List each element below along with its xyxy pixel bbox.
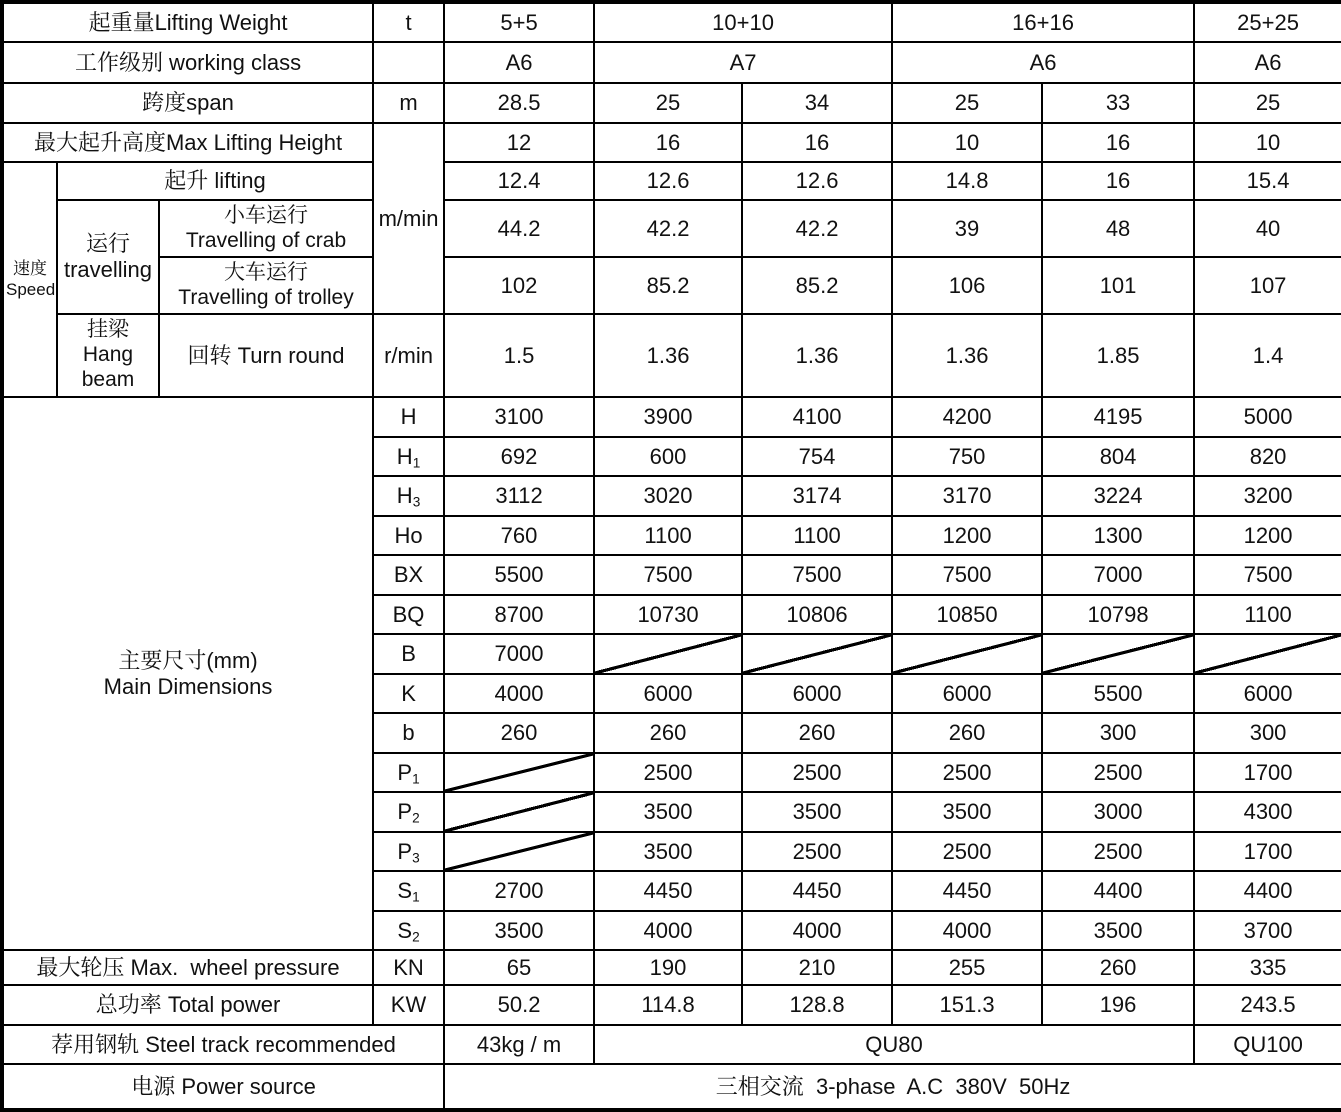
- dim-BX-value-2: 7500: [742, 555, 892, 595]
- dim-H3-value-2: 3174: [742, 476, 892, 516]
- dim-P1-diagonal-0: [444, 753, 594, 792]
- total-power-value-5: 243.5: [1194, 985, 1341, 1025]
- dim-S2-unit-subscript: 2: [412, 928, 420, 944]
- working-class-value-1: A7: [594, 42, 892, 83]
- dim-K-value-4: 5500: [1042, 674, 1194, 713]
- crab-travelling-value-1: 42.2: [594, 200, 742, 257]
- span-value-3: 25: [892, 83, 1042, 123]
- dim-P3-value-4: 2500: [1042, 832, 1194, 871]
- lifting-weight-label: 起重量Lifting Weight: [2, 2, 373, 42]
- dim-Ho-value-4: 1300: [1042, 516, 1194, 555]
- wheel-pressure-value-5: 335: [1194, 950, 1341, 985]
- span-value-2: 34: [742, 83, 892, 123]
- trolley-travelling-value-3: 106: [892, 257, 1042, 314]
- row-working-class: [2, 42, 1341, 83]
- dim-K-value-3: 6000: [892, 674, 1042, 713]
- total-power-unit: KW: [373, 985, 444, 1025]
- dim-P3-value-5: 1700: [1194, 832, 1341, 871]
- wheel-pressure-label: 最大轮压 Max. wheel pressure: [2, 950, 373, 985]
- dim-P2-value-4: 3000: [1042, 792, 1194, 832]
- dim-BX-value-0: 5500: [444, 555, 594, 595]
- speed-lifting-value-3: 14.8: [892, 162, 1042, 200]
- dim-P2-unit: $P_2$: [373, 792, 444, 832]
- dim-H1-value-0: 692: [444, 437, 594, 476]
- dim-B-diagonal-2: [742, 634, 892, 674]
- crab-travelling-label-line: 小车运行: [224, 203, 309, 227]
- row-speed-lifting: [2, 162, 1341, 200]
- dim-b-value-1: 260: [594, 713, 742, 753]
- dim-B-value-0: 7000: [444, 634, 594, 674]
- dim-S2-value-2: 4000: [742, 911, 892, 950]
- total-power-value-4: 196: [1042, 985, 1194, 1025]
- dim-P1-value-1: 2500: [594, 753, 742, 792]
- max-lifting-height-value-4: 16: [1042, 123, 1194, 162]
- dim-H-value-2: 4100: [742, 397, 892, 437]
- dim-P2-diagonal-0: [444, 792, 594, 832]
- turn-round-label-line: beam: [81, 367, 135, 391]
- turn-round-label: 回转 Turn round: [159, 314, 373, 397]
- working-class-unit: [373, 42, 444, 83]
- row-trolley-travelling: [2, 257, 1341, 314]
- dim-P1-unit: $P_1$: [373, 753, 444, 792]
- total-power-value-3: 151.3: [892, 985, 1042, 1025]
- dim-H-value-1: 3900: [594, 397, 742, 437]
- dim-S2-value-3: 4000: [892, 911, 1042, 950]
- dim-H1-unit-subscript: 1: [412, 454, 421, 470]
- power-source-label: 电源 Power source: [2, 1064, 444, 1110]
- max-lifting-height-value-0: 12: [444, 123, 594, 162]
- dim-H3-value-5: 3200: [1194, 476, 1341, 516]
- dim-H3-unit: $H_3$: [373, 476, 444, 516]
- dim-P2-value-3: 3500: [892, 792, 1042, 832]
- turn-round-label-line: Hang: [82, 343, 134, 367]
- max-lifting-height-value-5: 10: [1194, 123, 1341, 162]
- dim-P2-value-1: 3500: [594, 792, 742, 832]
- dim-H3-value-4: 3224: [1042, 476, 1194, 516]
- dim-S1-value-5: 4400: [1194, 871, 1341, 911]
- dim-B-unit: B: [373, 634, 444, 674]
- wheel-pressure-value-3: 255: [892, 950, 1042, 985]
- dim-P1-value-4: 2500: [1042, 753, 1194, 792]
- speed-lifting-value-4: 16: [1042, 162, 1194, 200]
- trolley-travelling-label-line: 大车运行: [224, 260, 309, 284]
- dim-B-diagonal-1: [594, 634, 742, 674]
- dim-BX-value-4: 7000: [1042, 555, 1194, 595]
- dim-P2-value-5: 4300: [1194, 792, 1341, 832]
- trolley-travelling-label: [159, 257, 373, 314]
- dim-H1-value-4: 804: [1042, 437, 1194, 476]
- speed-lifting-label: 起升 lifting: [57, 162, 373, 200]
- turn-round-label-line: 挂梁: [87, 318, 129, 342]
- span-value-4: 33: [1042, 83, 1194, 123]
- steel-track-value-0: 43kg / m: [444, 1025, 594, 1064]
- max-lifting-height-unit: m/min: [373, 123, 444, 314]
- dim-b-value-5: 300: [1194, 713, 1341, 753]
- dim-BQ-value-0: 8700: [444, 595, 594, 634]
- steel-track-value-2: QU100: [1194, 1025, 1341, 1064]
- total-power-value-0: 50.2: [444, 985, 594, 1025]
- dim-H1-unit: $H_1$: [373, 437, 444, 476]
- trolley-travelling-value-4: 101: [1042, 257, 1194, 314]
- dim-BQ-value-5: 1100: [1194, 595, 1341, 634]
- dim-BQ-unit: BQ: [373, 595, 444, 634]
- dim-P1-value-5: 1700: [1194, 753, 1341, 792]
- dim-b-value-0: 260: [444, 713, 594, 753]
- lifting-weight-value-3: 25+25: [1194, 2, 1341, 42]
- turn-round-value-5: 1.4: [1194, 314, 1341, 397]
- wheel-pressure-value-1: 190: [594, 950, 742, 985]
- row-dim-H: [2, 397, 1341, 437]
- row-crab-travelling: [2, 200, 1341, 257]
- crab-travelling-value-3: 39: [892, 200, 1042, 257]
- row-max-lifting-height: [2, 123, 1341, 162]
- turn-round-value-0: 1.5: [444, 314, 594, 397]
- speed-lifting-value-1: 12.6: [594, 162, 742, 200]
- wheel-pressure-value-0: 65: [444, 950, 594, 985]
- dim-BQ-value-1: 10730: [594, 595, 742, 634]
- dim-K-value-0: 4000: [444, 674, 594, 713]
- power-source-value-0: 三相交流 3-phase A.C 380V 50Hz: [444, 1064, 1341, 1110]
- dim-Ho-value-5: 1200: [1194, 516, 1341, 555]
- speed-lifting-value-0: 12.4: [444, 162, 594, 200]
- dim-H-value-5: 5000: [1194, 397, 1341, 437]
- dim-K-value-5: 6000: [1194, 674, 1341, 713]
- row-lifting-weight: [2, 2, 1341, 42]
- total-power-value-2: 128.8: [742, 985, 892, 1025]
- dim-P2-unit-subscript: 2: [412, 810, 420, 826]
- dim-P1-value-3: 2500: [892, 753, 1042, 792]
- dim-H1-value-1: 600: [594, 437, 742, 476]
- dim-H3-unit-subscript: 3: [412, 494, 421, 510]
- turn-round-unit: r/min: [373, 314, 444, 397]
- dim-P1-unit-subscript: 1: [412, 770, 420, 786]
- trolley-travelling-value-5: 107: [1194, 257, 1341, 314]
- span-value-0: 28.5: [444, 83, 594, 123]
- max-lifting-height-value-1: 16: [594, 123, 742, 162]
- max-lifting-height-value-3: 10: [892, 123, 1042, 162]
- dim-H3-value-1: 3020: [594, 476, 742, 516]
- max-lifting-height-label: 最大起升高度Max Lifting Height: [2, 123, 373, 162]
- dim-Ho-value-1: 1100: [594, 516, 742, 555]
- dim-S1-unit-subscript: 1: [412, 889, 420, 905]
- row-total-power: [2, 985, 1341, 1025]
- span-value-1: 25: [594, 83, 742, 123]
- dim-BQ-value-4: 10798: [1042, 595, 1194, 634]
- lifting-weight-unit: t: [373, 2, 444, 42]
- lifting-weight-value-1: 10+10: [594, 2, 892, 42]
- dim-P2-value-2: 3500: [742, 792, 892, 832]
- dim-K-value-1: 6000: [594, 674, 742, 713]
- dim-B-diagonal-3: [892, 634, 1042, 674]
- dim-BX-value-1: 7500: [594, 555, 742, 595]
- speed-lifting-label-line: 速度: [13, 259, 47, 279]
- dim-P3-diagonal-0: [444, 832, 594, 871]
- dim-b-value-3: 260: [892, 713, 1042, 753]
- row-power-source: [2, 1064, 1341, 1110]
- total-power-value-1: 114.8: [594, 985, 742, 1025]
- dim-K-unit: K: [373, 674, 444, 713]
- dim-P3-value-3: 2500: [892, 832, 1042, 871]
- crab-travelling-label-line: 运行: [85, 231, 130, 257]
- dim-BX-value-5: 7500: [1194, 555, 1341, 595]
- dim-BQ-value-2: 10806: [742, 595, 892, 634]
- dim-K-value-2: 6000: [742, 674, 892, 713]
- speed-lifting-value-5: 15.4: [1194, 162, 1341, 200]
- dim-Ho-unit: Ho: [373, 516, 444, 555]
- working-class-value-0: A6: [444, 42, 594, 83]
- dim-BX-unit: BX: [373, 555, 444, 595]
- turn-round-label: [57, 314, 159, 397]
- dim-Ho-value-2: 1100: [742, 516, 892, 555]
- lifting-weight-value-2: 16+16: [892, 2, 1194, 42]
- dim-S2-value-1: 4000: [594, 911, 742, 950]
- dim-P3-unit: $P_3$: [373, 832, 444, 871]
- dim-b-value-2: 260: [742, 713, 892, 753]
- dim-P3-value-1: 3500: [594, 832, 742, 871]
- crab-travelling-value-5: 40: [1194, 200, 1341, 257]
- dim-P3-value-2: 2500: [742, 832, 892, 871]
- dim-Ho-value-0: 760: [444, 516, 594, 555]
- wheel-pressure-value-2: 210: [742, 950, 892, 985]
- dim-H-value-3: 4200: [892, 397, 1042, 437]
- dim-H3-value-3: 3170: [892, 476, 1042, 516]
- trolley-travelling-value-1: 85.2: [594, 257, 742, 314]
- dim-b-unit: b: [373, 713, 444, 753]
- max-lifting-height-value-2: 16: [742, 123, 892, 162]
- turn-round-value-4: 1.85: [1042, 314, 1194, 397]
- trolley-travelling-label-line: Travelling of trolley: [178, 285, 354, 309]
- working-class-label: 工作级别 working class: [2, 42, 373, 83]
- row-span: [2, 83, 1341, 123]
- turn-round-value-2: 1.36: [742, 314, 892, 397]
- dim-b-value-4: 300: [1042, 713, 1194, 753]
- dim-H-label-line: 主要尺寸(mm): [118, 647, 258, 673]
- dim-S1-value-4: 4400: [1042, 871, 1194, 911]
- dim-Ho-value-3: 1200: [892, 516, 1042, 555]
- trolley-travelling-value-0: 102: [444, 257, 594, 314]
- steel-track-value-1: QU80: [594, 1025, 1194, 1064]
- span-unit: m: [373, 83, 444, 123]
- working-class-value-2: A6: [892, 42, 1194, 83]
- dim-H-value-0: 3100: [444, 397, 594, 437]
- working-class-value-3: A6: [1194, 42, 1341, 83]
- dim-H1-value-3: 750: [892, 437, 1042, 476]
- steel-track-label: 荐用钢轨 Steel track recommended: [2, 1025, 444, 1064]
- turn-round-value-1: 1.36: [594, 314, 742, 397]
- dim-S1-value-2: 4450: [742, 871, 892, 911]
- dim-H1-value-2: 754: [742, 437, 892, 476]
- turn-round-value-3: 1.36: [892, 314, 1042, 397]
- dim-S2-value-4: 3500: [1042, 911, 1194, 950]
- crab-travelling-value-4: 48: [1042, 200, 1194, 257]
- span-label: 跨度span: [2, 83, 373, 123]
- trolley-travelling-value-2: 85.2: [742, 257, 892, 314]
- dim-BX-value-3: 7500: [892, 555, 1042, 595]
- dim-B-diagonal-4: [1042, 634, 1194, 674]
- dim-H-unit: H: [373, 397, 444, 437]
- dim-H-label: [2, 397, 373, 950]
- span-value-5: 25: [1194, 83, 1341, 123]
- total-power-label: 总功率 Total power: [2, 985, 373, 1025]
- dim-S1-value-0: 2700: [444, 871, 594, 911]
- speed-lifting-label-line: Speed: [6, 279, 56, 299]
- crab-travelling-label: [159, 200, 373, 257]
- dim-S1-value-3: 4450: [892, 871, 1042, 911]
- wheel-pressure-value-4: 260: [1042, 950, 1194, 985]
- speed-lifting-label: [2, 162, 57, 397]
- crab-travelling-value-2: 42.2: [742, 200, 892, 257]
- dim-S1-unit: $S_1$: [373, 871, 444, 911]
- dim-H-value-4: 4195: [1042, 397, 1194, 437]
- row-turn-round: [2, 314, 1341, 397]
- crab-travelling-label: [57, 200, 159, 314]
- crab-travelling-value-0: 44.2: [444, 200, 594, 257]
- row-steel-track: [2, 1025, 1341, 1064]
- wheel-pressure-unit: KN: [373, 950, 444, 985]
- speed-lifting-value-2: 12.6: [742, 162, 892, 200]
- crab-travelling-label-line: travelling: [63, 257, 153, 282]
- dim-P1-value-2: 2500: [742, 753, 892, 792]
- dim-H3-value-0: 3112: [444, 476, 594, 516]
- dim-S2-value-5: 3700: [1194, 911, 1341, 950]
- lifting-weight-value-0: 5+5: [444, 2, 594, 42]
- dim-S2-unit: $S_2$: [373, 911, 444, 950]
- dim-BQ-value-3: 10850: [892, 595, 1042, 634]
- dim-P3-unit-subscript: 3: [412, 849, 420, 865]
- dim-S2-value-0: 3500: [444, 911, 594, 950]
- row-wheel-pressure: [2, 950, 1341, 985]
- dim-S1-value-1: 4450: [594, 871, 742, 911]
- dim-B-diagonal-5: [1194, 634, 1341, 674]
- dim-H1-value-5: 820: [1194, 437, 1341, 476]
- dim-H-label-line: Main Dimensions: [103, 673, 273, 699]
- crab-travelling-label-line: Travelling of crab: [185, 228, 347, 252]
